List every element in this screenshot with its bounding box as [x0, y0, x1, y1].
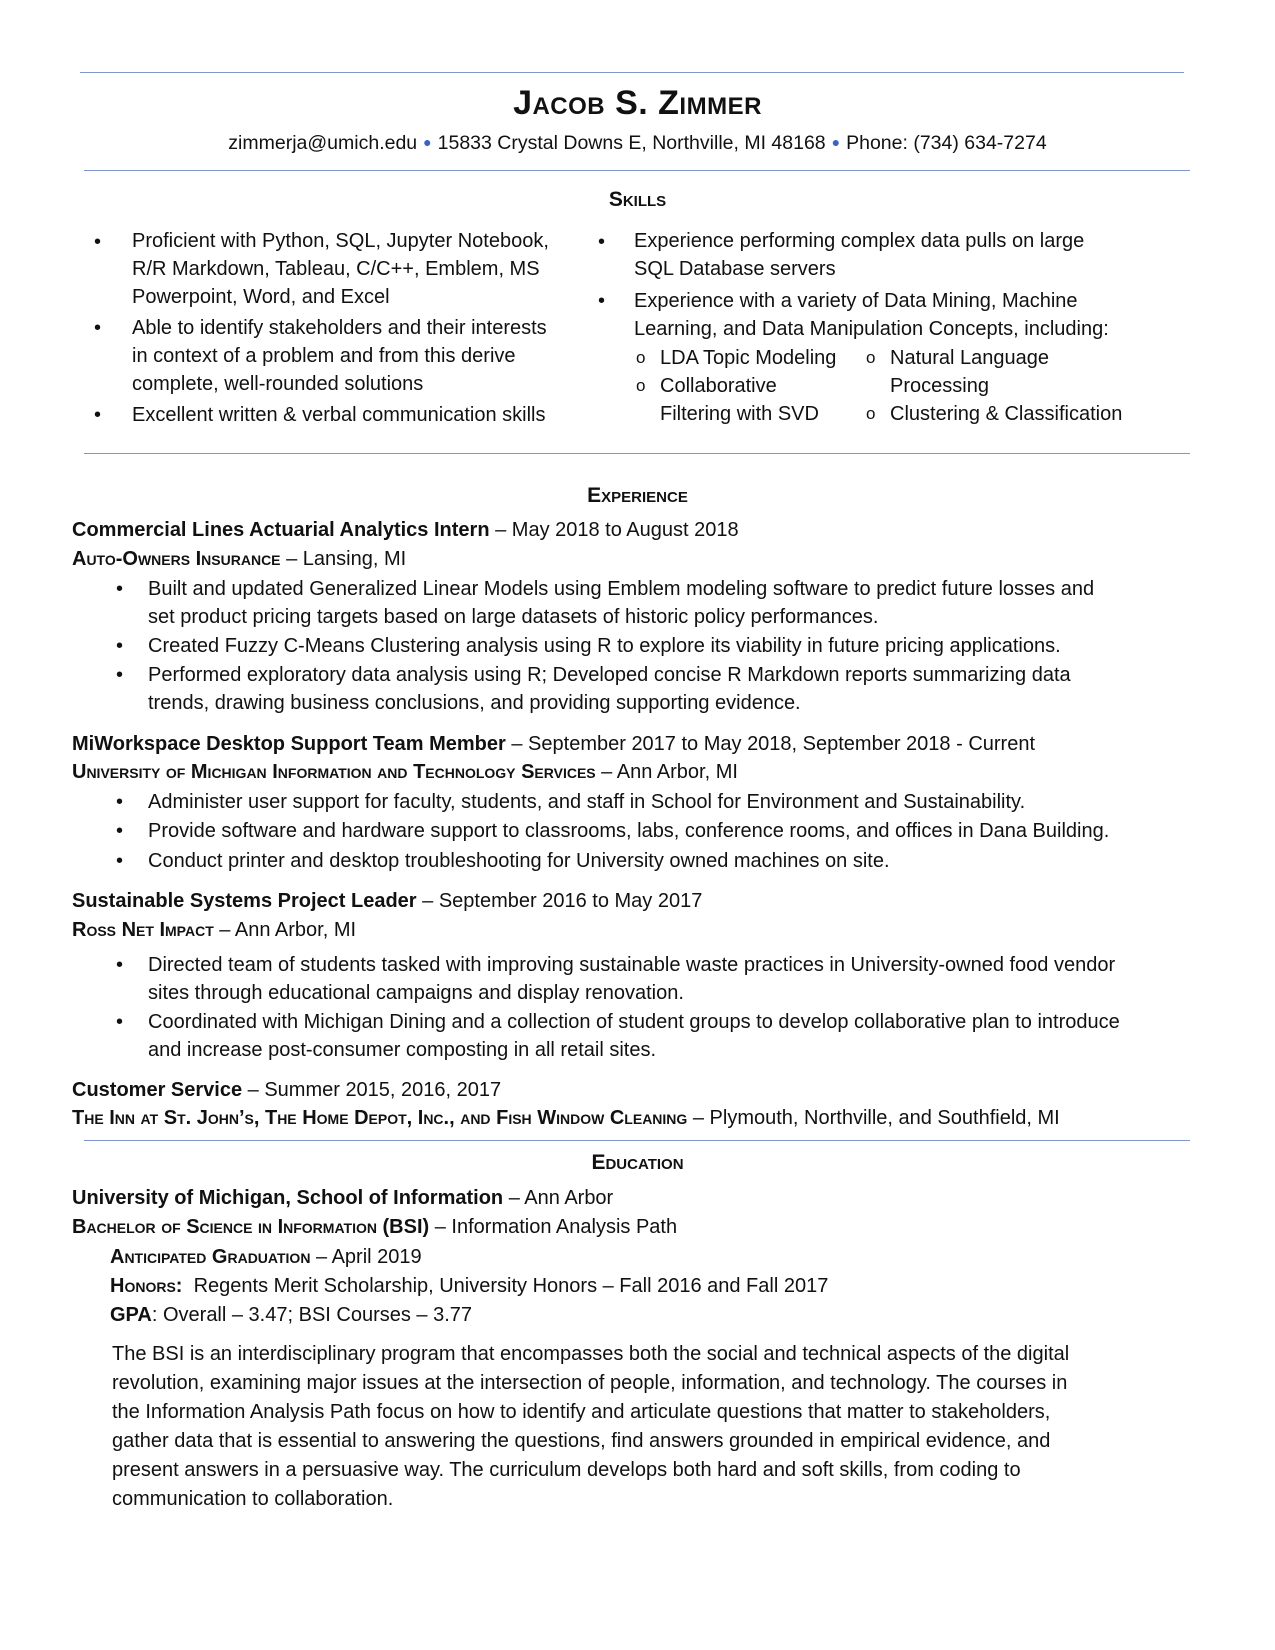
job-org-line	[72, 545, 406, 574]
program-description	[112, 1340, 1172, 1514]
sub-bullet-icon: o	[866, 404, 876, 423]
candidate-name: Jacob S. Zimmer	[513, 84, 762, 122]
experience-bottom-rule	[84, 1140, 1190, 1141]
bullet-icon: •	[116, 791, 124, 813]
job-org: The Inn at St. John’s, The Home Depot, Inc., and Fish Window Cleaning	[72, 1107, 688, 1129]
job-bullet: Coordinated with Michigan Dining and a collection of student groups to develop collaborative plan to introduce	[148, 1011, 1120, 1033]
separator-dot-icon: ●	[423, 134, 432, 150]
skill-line: complete, well-rounded solutions	[132, 373, 424, 395]
degree-name: Bachelor of Science in Information (BSI)	[72, 1216, 430, 1238]
job-org: University of Michigan Information and Technology Services	[72, 761, 596, 783]
skill-line: Excellent written & verbal communication skills	[132, 404, 546, 426]
bullet-icon: •	[116, 850, 124, 872]
job-role: Customer Service	[72, 1079, 243, 1101]
school-line	[72, 1184, 613, 1213]
job-org-line	[72, 916, 356, 945]
bullet-icon: •	[94, 231, 102, 253]
bullet-icon: •	[94, 317, 102, 339]
job-role: Commercial Lines Actuarial Analytics Intern	[72, 519, 490, 541]
honors-label: Honors:	[110, 1275, 183, 1297]
degree-line	[72, 1213, 677, 1242]
skills-bottom-rule	[84, 453, 1190, 454]
degree-path: – Information Analysis Path	[429, 1216, 678, 1238]
job-bullet: Directed team of students tasked with improving sustainable waste practices in University-owned food vendor	[148, 954, 1116, 976]
description-line: The BSI is an interdisciplinary program that encompasses both the social and technical aspects of the digital	[112, 1343, 1070, 1365]
job-title-line	[72, 516, 739, 545]
sub-bullet-icon: o	[636, 348, 646, 367]
job-bullet: Administer user support for faculty, students, and staff in School for Environment and Sustainability.	[148, 791, 1026, 813]
graduation-line	[110, 1243, 422, 1272]
experience-heading: Experience	[587, 484, 688, 507]
education-heading: Education	[591, 1151, 684, 1174]
address: 15833 Crystal Downs E, Northville, MI 48168	[437, 132, 826, 154]
skill-line: in context of a problem and from this derive	[132, 345, 516, 367]
honors-line	[110, 1272, 828, 1301]
description-line: revolution, examining major issues at the intersection of people, information, and technology. The courses in	[112, 1372, 1068, 1394]
job-location: – Ann Arbor, MI	[213, 919, 357, 941]
sub-skill: Collaborative	[660, 375, 777, 397]
skills-heading: Skills	[608, 188, 667, 211]
bullet-icon: •	[598, 290, 606, 312]
job-org-line	[72, 758, 738, 787]
job-bullet: Conduct printer and desktop troubleshooting for University owned machines on site.	[148, 850, 890, 872]
bullet-icon: •	[116, 954, 124, 976]
graduation-label: Anticipated Graduation	[110, 1246, 311, 1268]
email[interactable]: zimmerja@umich.edu	[228, 132, 418, 154]
job-org: Auto-Owners Insurance	[72, 548, 281, 570]
job-title-line	[72, 887, 702, 916]
bullet-icon: •	[116, 635, 124, 657]
skill-line: Able to identify stakeholders and their interests	[132, 317, 547, 339]
gpa-line	[110, 1301, 472, 1330]
job-bullet: Built and updated Generalized Linear Models using Emblem modeling software to predict future losses and	[148, 578, 1095, 600]
bullet-icon: •	[116, 820, 124, 842]
skill-line: Learning, and Data Manipulation Concepts, including:	[634, 318, 1109, 340]
school-name: University of Michigan, School of Information	[72, 1187, 504, 1209]
bullet-icon: •	[94, 404, 102, 426]
job-location: – Ann Arbor, MI	[595, 761, 738, 783]
bullet-icon: •	[598, 231, 606, 253]
bullet-icon: •	[116, 578, 124, 600]
description-line: present answers in a persuasive way. The curriculum develops both hard and soft skills, from coding to	[112, 1459, 1021, 1481]
job-role: Sustainable Systems Project Leader	[72, 890, 417, 912]
sub-skill: Clustering & Classification	[890, 403, 1123, 425]
job-bullet: set product pricing targets based on large datasets of historic policy performances.	[148, 606, 879, 628]
bullet-icon: •	[116, 664, 124, 686]
skill-line: Powerpoint, Word, and Excel	[132, 286, 390, 308]
job-bullet: and increase post-consumer composting in all retail sites.	[148, 1039, 657, 1061]
job-org: Ross Net Impact	[72, 919, 214, 941]
job-location: – Lansing, MI	[280, 548, 407, 570]
job-dates: – Summer 2015, 2016, 2017	[242, 1079, 502, 1101]
top-rule	[80, 72, 1184, 73]
job-dates: – September 2017 to May 2018, September 2018 - Current	[505, 733, 1036, 755]
contact-line	[0, 132, 1275, 155]
sub-skill: LDA Topic Modeling	[660, 347, 837, 369]
sub-skill: Processing	[890, 375, 989, 397]
skill-line: Proficient with Python, SQL, Jupyter Notebook,	[132, 230, 549, 252]
job-bullet: Performed exploratory data analysis using R; Developed concise R Markdown reports summarizing data	[148, 664, 1071, 686]
job-bullet: Provide software and hardware support to classrooms, labs, conference rooms, and offices in Dana Building.	[148, 820, 1110, 842]
job-dates: – May 2018 to August 2018	[489, 519, 739, 541]
header-bottom-rule	[84, 170, 1190, 171]
sub-skill: Natural Language	[890, 347, 1050, 369]
sub-bullet-icon: o	[636, 376, 646, 395]
skill-line: Experience performing complex data pulls on large	[634, 230, 1085, 252]
skill-line: SQL Database servers	[634, 258, 836, 280]
description-line: gather data that is essential to answering the questions, find answers grounded in empirical evidence, and	[112, 1430, 1051, 1452]
skill-line: R/R Markdown, Tableau, C/C++, Emblem, MS	[132, 258, 540, 280]
graduation-value: – April 2019	[310, 1246, 422, 1268]
gpa-value: : Overall – 3.47; BSI Courses – 3.77	[151, 1304, 473, 1326]
gpa-label: GPA	[110, 1304, 152, 1326]
job-bullet: Created Fuzzy C-Means Clustering analysis using R to explore its viability in future pricing applications.	[148, 635, 1061, 657]
job-bullet: trends, drawing business conclusions, and providing supporting evidence.	[148, 692, 801, 714]
job-dates: – September 2016 to May 2017	[416, 890, 703, 912]
job-role: MiWorkspace Desktop Support Team Member	[72, 733, 506, 755]
sub-skill: Filtering with SVD	[660, 403, 819, 425]
description-line: the Information Analysis Path focus on how to identify and articulate questions that matter to stakeholders,	[112, 1401, 1051, 1423]
job-title-line	[72, 730, 1035, 759]
job-title-line	[72, 1076, 501, 1105]
phone: Phone: (734) 634-7274	[846, 132, 1047, 154]
bullet-icon: •	[116, 1011, 124, 1033]
description-line: communication to collaboration.	[112, 1488, 394, 1510]
sub-bullet-icon: o	[866, 348, 876, 367]
honors-value: Regents Merit Scholarship, University Honors – Fall 2016 and Fall 2017	[193, 1275, 829, 1297]
separator-dot-icon: ●	[831, 134, 841, 150]
job-bullet: sites through educational campaigns and display renovation.	[148, 982, 684, 1004]
skill-line: Experience with a variety of Data Mining, Machine	[634, 290, 1078, 312]
job-org-line	[72, 1104, 1060, 1133]
job-location: – Plymouth, Northville, and Southfield, MI	[687, 1107, 1060, 1129]
school-location: – Ann Arbor	[503, 1187, 614, 1209]
